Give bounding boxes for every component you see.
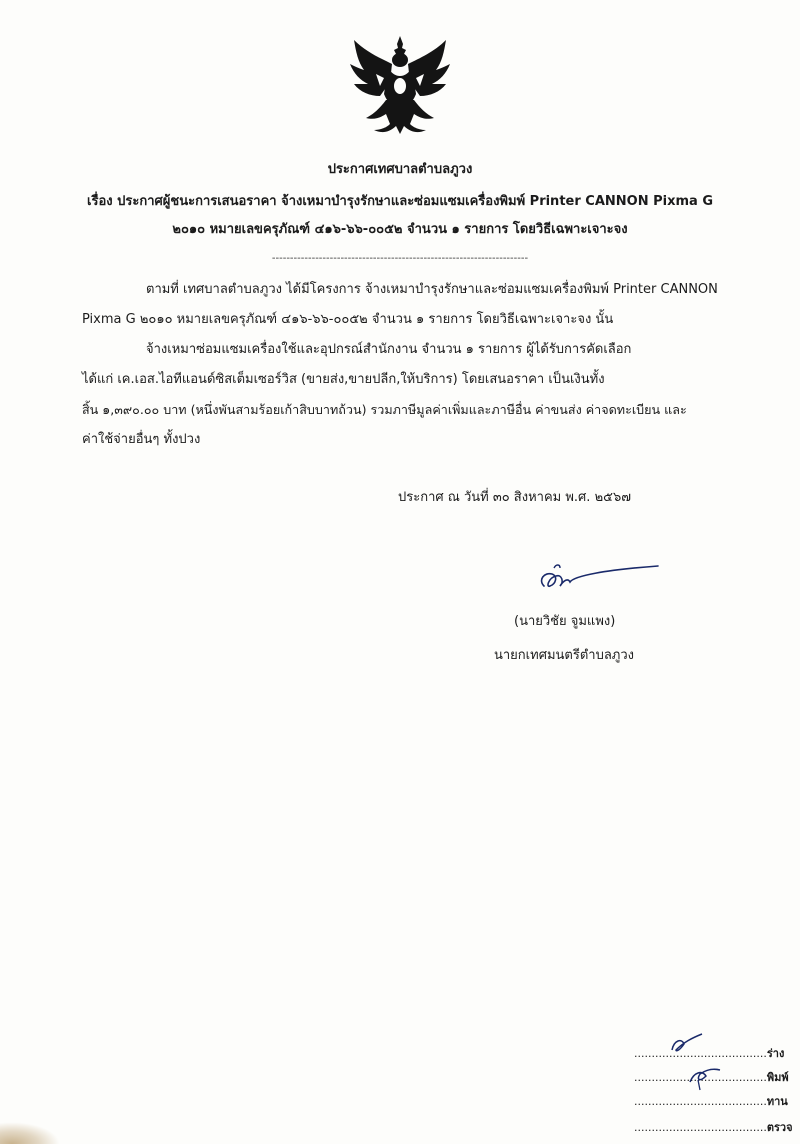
initials-scribble-icon	[640, 1032, 750, 1142]
signatory-name: (นายวิชัย จูมแพง)	[514, 614, 616, 629]
subject-line-2: ๒๐๑๐ หมายเลขครุภัณฑ์ ๔๑๖-๖๖-๐๐๕๒ จำนวน ๑ รายการ โดยวิธีเฉพาะเจาะจง	[172, 222, 628, 237]
initials-row-proofread: ......................................ทาน	[634, 1095, 788, 1108]
paragraph-2-line-1: จ้างเหมาซ่อมแซมเครื่องใช้และอุปกรณ์สำนักงาน จำนวน ๑ รายการ ผู้ได้รับการคัดเลือก	[146, 342, 632, 357]
signature-icon	[534, 558, 664, 598]
paragraph-2-line-2: ได้แก่ เค.เอส.ไอทีแอนด์ซิสเต็มเซอร์วิส (ขายส่ง,ขายปลีก,ให้บริการ) โดยเสนอราคา เป็นเงินทั้ง	[82, 372, 605, 387]
initials-row-checked: ......................................ตรวจ	[634, 1121, 793, 1134]
signatory-position: นายกเทศมนตรีตำบลภูวง	[494, 648, 634, 663]
paragraph-2-line-4: ค่าใช้จ่ายอื่นๆ ทั้งปวง	[82, 432, 201, 447]
announcement-date: ประกาศ ณ วันที่ ๓๐ สิงหาคม พ.ศ. ๒๕๖๗	[398, 490, 632, 505]
initials-row-typed: ......................................พิมพ์	[634, 1071, 789, 1084]
subject-line-1: เรื่อง ประกาศผู้ชนะการเสนอราคา จ้างเหมาบำรุงรักษาและซ่อมแซมเครื่องพิมพ์ Printer CANNON Pixma G	[87, 194, 713, 209]
paragraph-1-line-1: ตามที่ เทศบาลตำบลภูวง ได้มีโครงการ จ้างเหมาบำรุงรักษาและซ่อมแซมเครื่องพิมพ์ Printer CANNON	[146, 282, 718, 297]
garuda-emblem-icon	[346, 34, 454, 140]
page-title: ประกาศเทศบาลตำบลภูวง	[327, 162, 473, 177]
separator-line: -----------------------------------------------------------------------	[271, 253, 529, 264]
corner-smudge	[0, 1122, 60, 1144]
paragraph-1-line-2: Pixma G ๒๐๑๐ หมายเลขครุภัณฑ์ ๔๑๖-๖๖-๐๐๕๒ จำนวน ๑ รายการ โดยวิธีเฉพาะเจาะจง นั้น	[82, 312, 614, 327]
initials-row-draft: ......................................ร่าง	[634, 1047, 785, 1060]
paragraph-2-line-3: สิ้น ๑,๓๙๐.๐๐ บาท (หนึ่งพันสามร้อยเก้าสิบบาทถ้วน) รวมภาษีมูลค่าเพิ่มและภาษีอื่น ค่าขนส่ง ค่าจดทะเบียน และ	[82, 402, 687, 417]
